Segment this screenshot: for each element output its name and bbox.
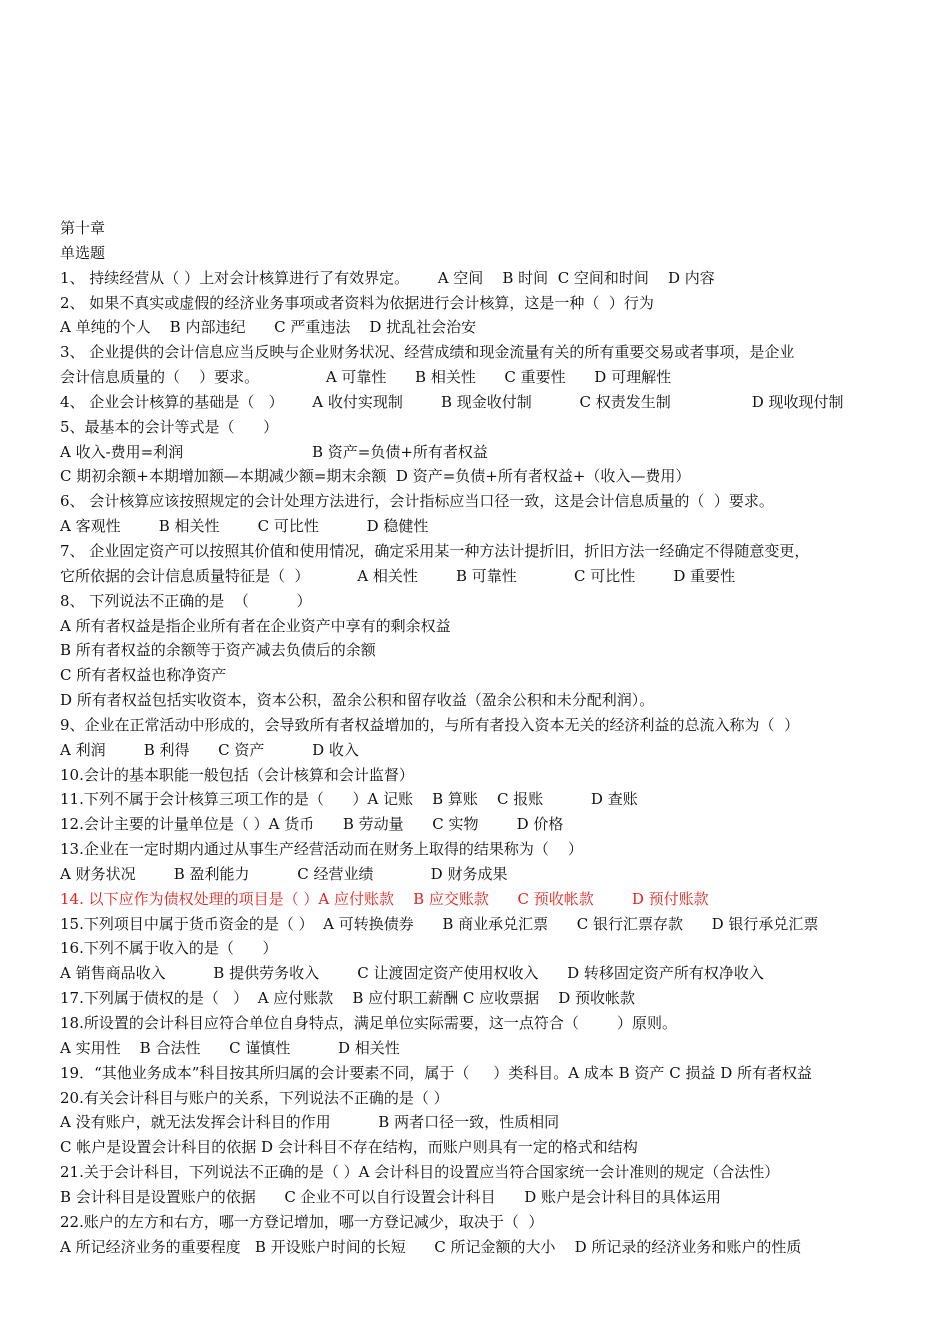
question-line: 5、最基本的会计等式是（ ） (60, 417, 279, 436)
section-title: 单选题 (60, 243, 106, 262)
question-line: C 帐户是设置会计科目的依据 D 会计科目不存在结构，而账户则具有一定的格式和结构 (60, 1138, 638, 1157)
question-line: 它所依据的会计信息质量特征是（ ） A 相关性 B 可靠性 C 可比性 D 重要性 (60, 566, 736, 585)
question-line: 8、 下列说法不正确的是 （ ） (60, 591, 312, 610)
question-line: D 所有者权益包括实收资本，资本公积，盈余公积和留存收益（盈余公积和未分配利润）。 (60, 691, 655, 710)
question-line: A 客观性 B 相关性 C 可比性 D 稳健性 (60, 517, 429, 536)
question-line: A 单纯的个人 B 内部违纪 C 严重违法 D 扰乱社会治安 (60, 318, 477, 337)
chapter-title: 第十章 (60, 219, 106, 237)
document-body (60, 216, 900, 1259)
highlighted-question-line: 14. 以下应作为债权处理的项目是（ ）A 应付账款 B 应交账款 C 预收帐款 D 预付账款 (60, 889, 709, 908)
question-line: 15.下列项目中属于货币资金的是（ ） A 可转换债券 B 商业承兑汇票 C 银行汇票存款 D 银行承兑汇票 (60, 914, 819, 933)
question-line: 12.会计主要的计量单位是（ ）A 货币 B 劳动量 C 实物 D 价格 (60, 815, 564, 834)
question-line: 18.所设置的会计科目应符合单位自身特点，满足单位实际需要，这一点符合（ ）原则。 (60, 1014, 678, 1032)
question-line: A 所记经济业务的重要程度 B 开设账户时间的长短 C 所记金额的大小 D 所记录的经济业务和账户的性质 (60, 1237, 802, 1256)
question-line: A 利润 B 利得 C 资产 D 收入 (60, 740, 359, 759)
question-line: 10.会计的基本职能一般包括（会计核算和会计监督） (60, 765, 414, 784)
question-line: C 所有者权益也称净资产 (60, 666, 227, 685)
question-line: 19．“其他业务成本”科目按其所归属的会计要素不同，属于（ ）类科目。A 成本 B 资产 C 损益 D 所有者权益 (60, 1063, 813, 1082)
question-line: 9、企业在正常活动中形成的，会导致所有者权益增加的，与所有者投入资本无关的经济利益的总流入称为（ ） (60, 715, 800, 734)
question-line: B 会计科目是设置账户的依据 C 企业不可以自行设置会计科目 D 账户是会计科目的具体运用 (60, 1187, 722, 1206)
question-line: 22.账户的左方和右方，哪一方登记增加，哪一方登记减少，取决于（ ） (60, 1212, 544, 1231)
question-line: 17.下列属于债权的是（ ） A 应付账款 B 应付职工薪酬 C 应收票据 D 预收帐款 (60, 989, 636, 1008)
question-line: A 没有账户，就无法发挥会计科目的作用 B 两者口径一致，性质相同 (60, 1113, 560, 1132)
question-line: 7、 企业固定资产可以按照其价值和使用情况，确定采用某一种方法计提折旧，折旧方法一经确定不得随意变更， (60, 541, 810, 560)
question-line: 会计信息质量的（ ）要求。 A 可靠性 B 相关性 C 重要性 D 可理解性 (60, 368, 672, 387)
question-line: 11.下列不属于会计核算三项工作的是（ ）A 记账 B 算账 C 报账 D 查账 (60, 790, 638, 809)
question-line: B 所有者权益的余额等于资产减去负债后的余额 (60, 641, 376, 660)
question-line: 13.企业在一定时期内通过从事生产经营活动而在财务上取得的结果称为（ ） (60, 840, 583, 859)
question-line: A 实用性 B 合法性 C 谨慎性 D 相关性 (60, 1038, 400, 1057)
question-line: 20.有关会计科目与账户的关系，下列说法不正确的是（ ） (60, 1088, 449, 1107)
question-line: A 所有者权益是指企业所有者在企业资产中享有的剩余权益 (60, 616, 451, 635)
question-line: 2、 如果不真实或虚假的经济业务事项或者资料为依据进行会计核算，这是一种（ ）行为 (60, 293, 654, 312)
question-line: 21.关于会计科目，下列说法不正确的是（ ）A 会计科目的设置应当符合国家统一会计准则的规定（合法性） (60, 1163, 780, 1182)
question-line: A 销售商品收入 B 提供劳务收入 C 让渡固定资产使用权收入 D 转移固定资产所有权净收入 (60, 964, 764, 983)
question-line: A 收入-费用=利润 B 资产=负债+所有者权益 (60, 442, 488, 461)
question-line: 3、 企业提供的会计信息应当反映与企业财务状况、经营成绩和现金流量有关的所有重要交易或者事项，是企业 (60, 343, 795, 362)
question-line: 4、 企业会计核算的基础是（ ） A 收付实现制 B 现金收付制 C 权责发生制 D 现收现付制 (60, 392, 844, 411)
question-line: 1、 持续经营从（ ）上对会计核算进行了有效界定。 A 空间 B 时间 C 空间和时间 D 内容 (60, 268, 715, 287)
question-line: C 期初余额+本期增加额—本期减少额=期末余额 D 资产=负债+所有者权益+（收入—费用） (60, 467, 691, 486)
question-line: 6、 会计核算应该按照规定的会计处理方法进行，会计指标应当口径一致，这是会计信息质量的（ ）要求。 (60, 492, 774, 511)
question-line: 16.下列不属于收入的是（ ） (60, 939, 278, 958)
question-line: A 财务状况 B 盈利能力 C 经营业绩 D 财务成果 (60, 864, 508, 883)
